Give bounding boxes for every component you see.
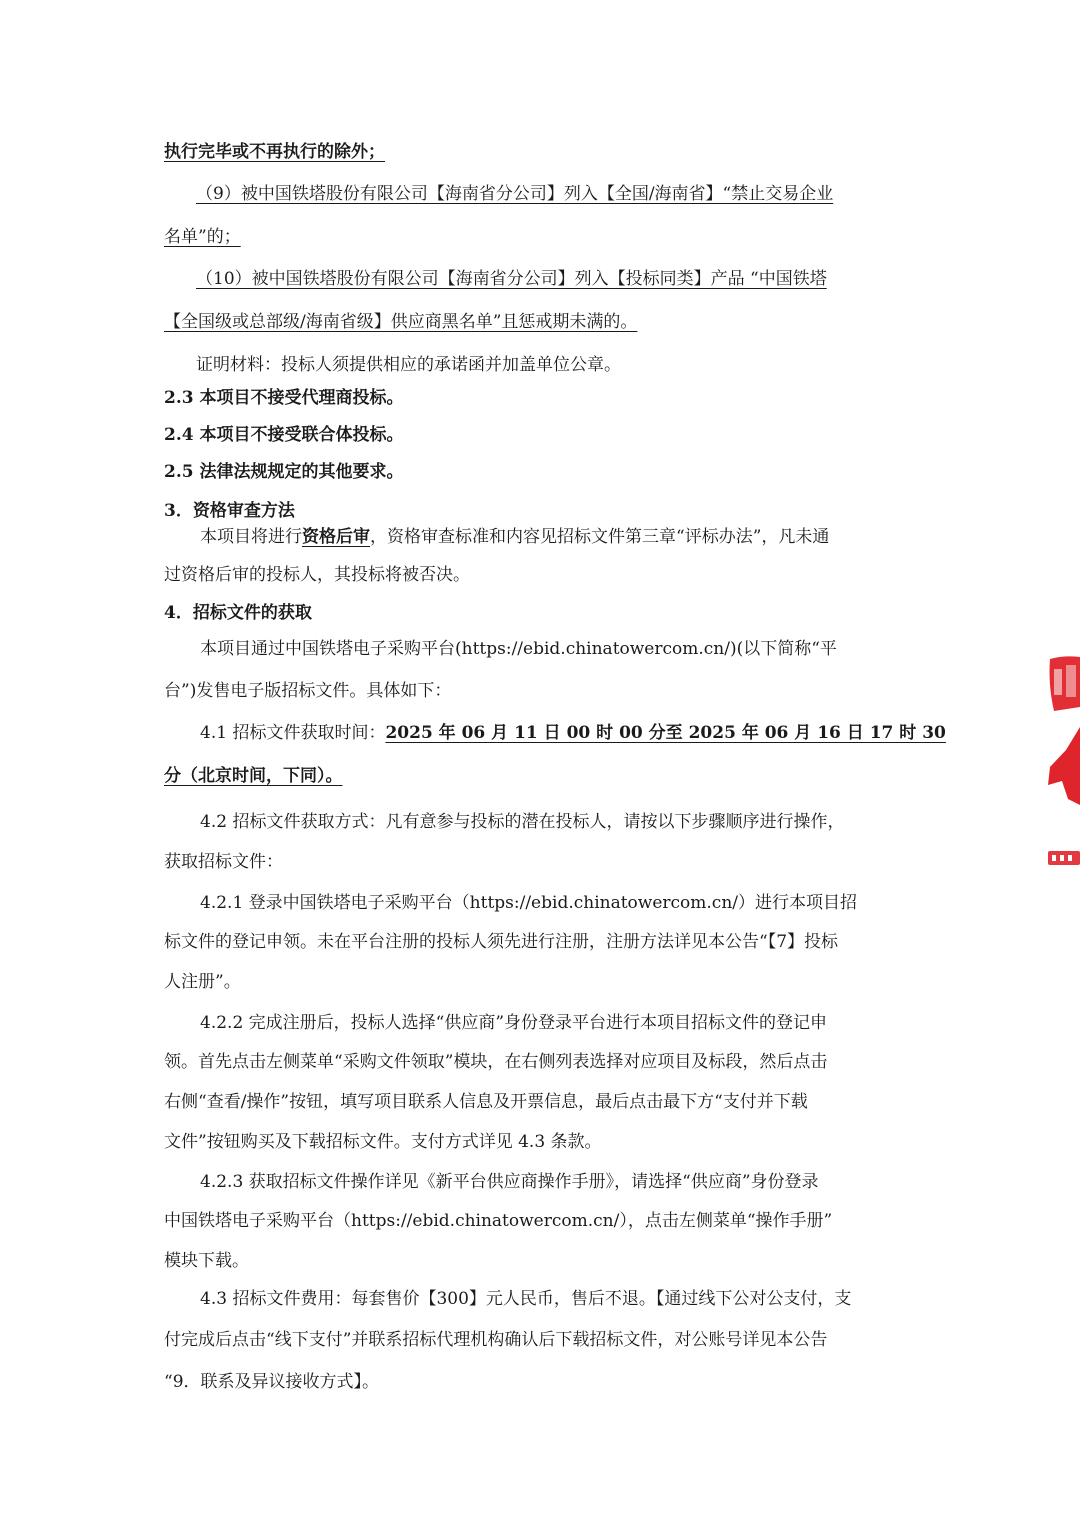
section-heading: 2.5 法律法规规定的其他要求。 [164, 462, 404, 482]
text-line: “9．联系及异议接收方式】。 [164, 1372, 380, 1392]
text-line: 人注册”。 [164, 972, 241, 992]
text-line: 本项目通过中国铁塔电子采购平台(https://ebid.chinatowercom.cn/)(以下简称“平 [200, 639, 837, 659]
text-span: 本项目将进行 [200, 527, 302, 547]
text-line: 4.2.2 完成注册后，投标人选择“供应商”身份登录平台进行本项目招标文件的登记申 [200, 1013, 828, 1033]
text-line: 分（北京时间，下同）。 [164, 766, 343, 786]
text-span: ，资格审查标准和内容见招标文件第三章“评标办法”，凡未通 [370, 527, 830, 547]
section-heading: 4．招标文件的获取 [164, 603, 312, 623]
text-line: 台”)发售电子版招标文件。具体如下： [164, 681, 452, 701]
text-line: 名单”的； [164, 227, 241, 247]
section-heading: 2.3 本项目不接受代理商投标。 [164, 388, 404, 408]
text-line: 4.2 招标文件获取方式：凡有意参与投标的潜在投标人，请按以下步骤顺序进行操作， [200, 812, 845, 832]
date-span: 2025 年 06 月 11 日 00 时 00 分至 2025 年 06 月 16 日 17 时 30 [385, 723, 946, 743]
section-heading: 2.4 本项目不接受联合体投标。 [164, 425, 404, 445]
text-line [200, 721, 946, 745]
text-line: 获取招标文件： [164, 852, 283, 872]
text-line: 4.2.1 登录中国铁塔电子采购平台（https://ebid.chinatowercom.cn/）进行本项目招 [200, 893, 857, 913]
text-line: 【全国级或总部级/海南省级】供应商黑名单”且惩戒期未满的。 [164, 312, 638, 332]
text-line [200, 525, 829, 549]
text-line: 模块下载。 [164, 1251, 249, 1271]
text-line: 4.3 招标文件费用：每套售价【300】元人民币，售后不退。【通过线下公对公支付，支 [200, 1289, 852, 1309]
red-seal-stamp [1046, 655, 1080, 875]
text-line: 过资格后审的投标人，其投标将被否决。 [164, 565, 470, 585]
text-line: （10）被中国铁塔股份有限公司【海南省分公司】列入【投标同类】产品 “中国铁塔 [196, 269, 827, 289]
text-line: 4.2.3 获取招标文件操作详见《新平台供应商操作手册》，请选择“供应商”身份登录 [200, 1172, 819, 1192]
text-line: 付完成后点击“线下支付”并联系招标代理机构确认后下载招标文件，对公账号详见本公告 [164, 1330, 828, 1350]
text-line: 标文件的登记申领。未在平台注册的投标人须先进行注册，注册方法详见本公告“【7】投标 [164, 932, 839, 952]
text-line: 执行完毕或不再执行的除外； [164, 142, 385, 162]
text-line: 文件”按钮购买及下载招标文件。支付方式详见 4.3 条款。 [164, 1132, 602, 1152]
text-line: （9）被中国铁塔股份有限公司【海南省分公司】列入【全国/海南省】“禁止交易企业 [196, 184, 834, 204]
text-line: 证明材料：投标人须提供相应的承诺函并加盖单位公章。 [196, 355, 621, 375]
emphasis-span: 资格后审 [302, 527, 370, 547]
section-heading: 3．资格审查方法 [164, 501, 295, 521]
text-line: 领。首先点击左侧菜单“采购文件领取”模块，在右侧列表选择对应项目及标段，然后点击 [164, 1052, 828, 1072]
text-span: 4.1 招标文件获取时间： [200, 723, 386, 743]
text-line: 中国铁塔电子采购平台（https://ebid.chinatowercom.cn/），点击左侧菜单“操作手册” [164, 1211, 833, 1231]
text-line: 右侧“查看/操作”按钮，填写项目联系人信息及开票信息，最后点击最下方“支付并下载 [164, 1092, 808, 1112]
